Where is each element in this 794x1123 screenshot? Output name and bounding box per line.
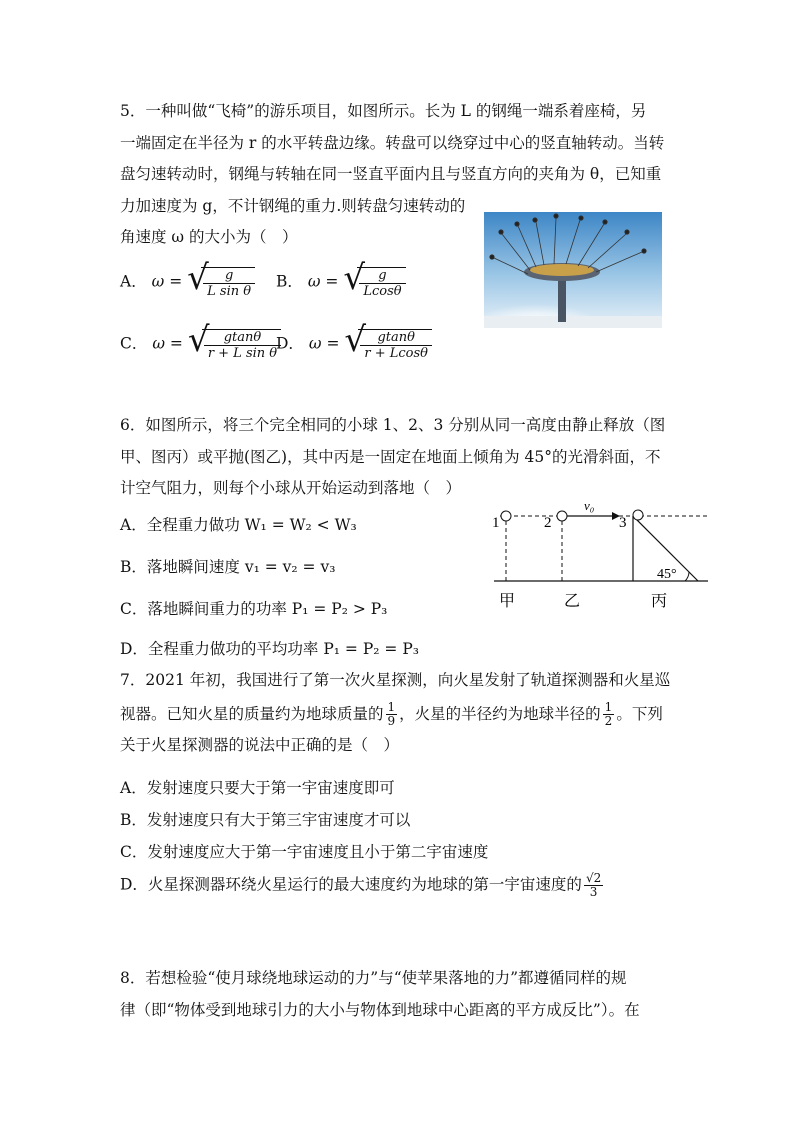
q8-line-2: 律（即“物体受到地球引力的大小与物体到地球中心距离的平方成反比”）。在 bbox=[120, 1000, 640, 1019]
label-bing: 丙 bbox=[651, 591, 668, 610]
ball-1-label: 1 bbox=[492, 515, 500, 531]
q8-line-1: 8．若想检验“使月球绕地球运动的力”与“使苹果落地的力”都遵循同样的规 bbox=[120, 969, 627, 987]
fraction-one-half: $\frac{1}{2}$ bbox=[604, 700, 613, 728]
q6-line-1: 6．如图所示，将三个完全相同的小球 1、2、3 分别从同一高度由静止释放（图 bbox=[120, 416, 666, 434]
q6-line-2: 甲、图丙）或平抛(图乙)，其中丙是一固定在地面上倾角为 45°的光滑斜面，不 bbox=[120, 447, 661, 466]
q5-line-4: 力加速度为 g，不计钢绳的重力.则转盘匀速转动的 bbox=[120, 196, 466, 215]
sqrt-expression: √ $\frac{gtan\theta}{\text{r + L sin θ}}$ bbox=[188, 327, 281, 362]
q7-option-b: B．发射速度只有大于第三宇宙速度才可以 bbox=[120, 811, 411, 829]
fraction-one-ninth: $\frac{1}{9}$ bbox=[387, 700, 396, 728]
q6-option-c: C．落地瞬间重力的功率 P₁ = P₂ > P₃ bbox=[120, 600, 388, 618]
angle-label: 45° bbox=[657, 567, 677, 582]
q7-option-c: C．发射速度应大于第一宇宙速度且小于第二宇宙速度 bbox=[120, 843, 489, 861]
question-8 bbox=[120, 963, 640, 1026]
question-6 bbox=[120, 410, 665, 505]
q5-option-d: D． ω = √ $\frac{gtan\theta}{r + Lcos\theta}$ bbox=[276, 327, 432, 362]
q5-option-a: A． ω = √ $\frac{g}{\text{L sin θ}}$ bbox=[120, 265, 255, 300]
sqrt-expression: √ $\frac{gtan\theta}{r + Lcos\theta}$ bbox=[344, 327, 432, 362]
fraction-sqrt2-over-3: $\frac{√2}{3}$ bbox=[585, 871, 602, 899]
q5-line-1: 5．一种叫做“飞椅”的游乐项目，如图所示。长为 L 的钢绳一端系着座椅，另 bbox=[120, 102, 647, 120]
sqrt-expression: √ $\frac{g}{\text{L sin θ}}$ bbox=[187, 265, 255, 300]
q6-line-3: 计空气阻力，则每个小球从开始运动到落地（ ） bbox=[120, 479, 462, 497]
q6-figure bbox=[486, 495, 712, 613]
sqrt-expression: √ $\frac{g}{Lcos\theta}$ bbox=[343, 265, 405, 300]
q5-line-3: 盘匀速转动时，钢绳与转轴在同一竖直平面内且与竖直方向的夹角为 θ，已知重 bbox=[120, 165, 662, 183]
q5-option-c: C． ω = √ $\frac{gtan\theta}{\text{r + L sin θ}}$ bbox=[120, 327, 281, 362]
q7-option-d: D．火星探测器环绕火星运行的最大速度约为地球的第一宇宙速度的 $\frac{√2}{3}$ bbox=[120, 871, 602, 899]
q7-line-1: 7．2021 年初，我国进行了第一次火星探测，向火星发射了轨道探测器和火星巡 bbox=[120, 671, 671, 689]
q6-option-d: D．全程重力做功的平均功率 P₁ = P₂ = P₃ bbox=[120, 640, 419, 658]
q6-option-b: B．落地瞬间速度 v₁ = v₂ = v₃ bbox=[120, 558, 336, 576]
v0-label: v₀ bbox=[584, 498, 595, 513]
q5-option-b: B． ω = √ $\frac{g}{Lcos\theta}$ bbox=[276, 265, 406, 300]
q5-line-5: 角速度 ω 的大小为（ ） bbox=[120, 228, 298, 246]
q7-line-3: 关于火星探测器的说法中正确的是（ ） bbox=[120, 736, 400, 754]
ball-3-label: 3 bbox=[619, 515, 627, 531]
flying-chairs-photo bbox=[484, 212, 662, 328]
q7-line-2: 视器。已知火星的质量约为地球质量的 $\frac{1}{9}$ ，火星的半径约为地球半径的 $\frac{1}{2}$ 。下列 bbox=[120, 700, 663, 728]
ball-2-label: 2 bbox=[544, 515, 552, 531]
label-yi: 乙 bbox=[564, 591, 581, 610]
label-jia: 甲 bbox=[499, 591, 516, 610]
q7-option-a: A．发射速度只要大于第一宇宙速度即可 bbox=[120, 779, 395, 797]
q5-line-2: 一端固定在半径为 r 的水平转盘边缘。转盘可以绕穿过中心的竖直轴转动。当转 bbox=[120, 133, 665, 152]
q6-option-a: A．全程重力做功 W₁ = W₂ < W₃ bbox=[120, 516, 357, 534]
question-7 bbox=[120, 665, 670, 762]
